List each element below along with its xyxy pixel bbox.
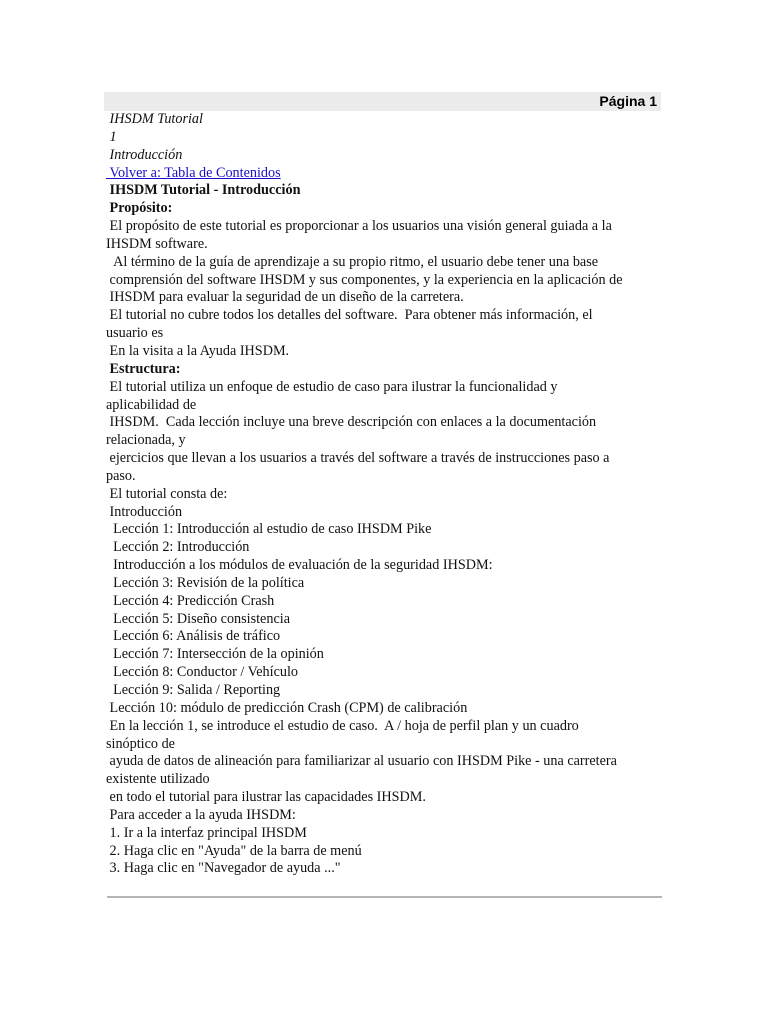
paragraph-line: sinóptico de bbox=[106, 735, 175, 752]
paragraph-line: IHSDM. Cada lección incluye una breve descripción con enlaces a la documentación bbox=[106, 414, 597, 431]
paragraph-line: comprensión del software IHSDM y sus componentes, y la experiencia en la aplicación de bbox=[106, 271, 623, 288]
paragraph-line: paso. bbox=[106, 467, 136, 484]
paragraph-line: IHSDM para evaluar la seguridad de un diseño de la carretera. bbox=[106, 289, 464, 306]
doc-heading: IHSDM Tutorial - Introducción bbox=[106, 182, 301, 199]
paragraph-line: El tutorial utiliza un enfoque de estudio de caso para ilustrar la funcionalidad y bbox=[106, 378, 558, 395]
paragraph-line: relacionada, y bbox=[106, 432, 186, 449]
lesson-item: Lección 2: Introducción bbox=[106, 539, 250, 556]
step-item: 2. Haga clic en "Ayuda" de la barra de menú bbox=[106, 842, 362, 859]
paragraph-line: en todo el tutorial para ilustrar las capacidades IHSDM. bbox=[106, 789, 426, 806]
paragraph-line: existente utilizado bbox=[106, 771, 210, 788]
paragraph-line: El tutorial consta de: bbox=[106, 485, 228, 502]
paragraph-line: aplicabilidad de bbox=[106, 396, 197, 413]
paragraph-line: El propósito de este tutorial es proporcionar a los usuarios una visión general guiada a la bbox=[106, 218, 612, 235]
page-number-label: Página 1 bbox=[599, 93, 657, 109]
page-header bbox=[104, 92, 661, 111]
lesson-item: Introducción a los módulos de evaluación de la seguridad IHSDM: bbox=[106, 557, 493, 574]
paragraph-line: En la lección 1, se introduce el estudio de caso. A / hoja de perfil plan y un cuadro bbox=[106, 717, 579, 734]
list-item: Introducción bbox=[106, 503, 183, 520]
paragraph-line: ayuda de datos de alineación para familiarizar al usuario con IHSDM Pike - una carretera bbox=[106, 753, 617, 770]
paragraph-line: El tutorial no cubre todos los detalles del software. Para obtener más información, el bbox=[106, 307, 593, 324]
paragraph-line: Al término de la guía de aprendizaje a su propio ritmo, el usuario debe tener una base bbox=[106, 253, 599, 270]
back-link-row bbox=[106, 165, 662, 183]
step-item: 3. Haga clic en "Navegador de ayuda ..." bbox=[106, 860, 341, 877]
doc-title: IHSDM Tutorial bbox=[106, 111, 203, 127]
paragraph-line: En la visita a la Ayuda IHSDM. bbox=[106, 342, 290, 359]
doc-page-number: 1 bbox=[106, 128, 117, 145]
lesson-item: Lección 5: Diseño consistencia bbox=[106, 610, 290, 627]
document-body bbox=[106, 111, 662, 878]
paragraph-line: Para acceder a la ayuda IHSDM: bbox=[106, 806, 296, 823]
lesson-item: Lección 9: Salida / Reporting bbox=[106, 682, 281, 698]
paragraph-line: ejercicios que llevan a los usuarios a través del software a través de instrucciones paso a bbox=[106, 450, 610, 467]
page-divider bbox=[107, 896, 662, 898]
proposito-heading: Propósito: bbox=[106, 200, 173, 217]
paragraph-line: IHSDM software. bbox=[106, 235, 208, 252]
lesson-item: Lección 3: Revisión de la política bbox=[106, 574, 305, 591]
lesson-item: Lección 8: Conductor / Vehículo bbox=[106, 664, 299, 681]
lesson-item: Lección 1: Introducción al estudio de caso IHSDM Pike bbox=[106, 521, 432, 538]
lesson-item: Lección 7: Intersección de la opinión bbox=[106, 646, 324, 663]
back-to-toc-link[interactable]: Volver a: Tabla de Contenidos bbox=[106, 164, 281, 181]
lesson-item: Lección 6: Análisis de tráfico bbox=[106, 628, 281, 645]
paragraph-line: usuario es bbox=[106, 325, 164, 342]
doc-section: Introducción bbox=[106, 146, 183, 163]
lesson-item: Lección 10: módulo de predicción Crash (CPM) de calibración bbox=[106, 699, 468, 716]
step-item: 1. Ir a la interfaz principal IHSDM bbox=[106, 824, 307, 841]
lesson-item: Lección 4: Predicción Crash bbox=[106, 592, 275, 609]
estructura-heading: Estructura: bbox=[106, 360, 181, 377]
